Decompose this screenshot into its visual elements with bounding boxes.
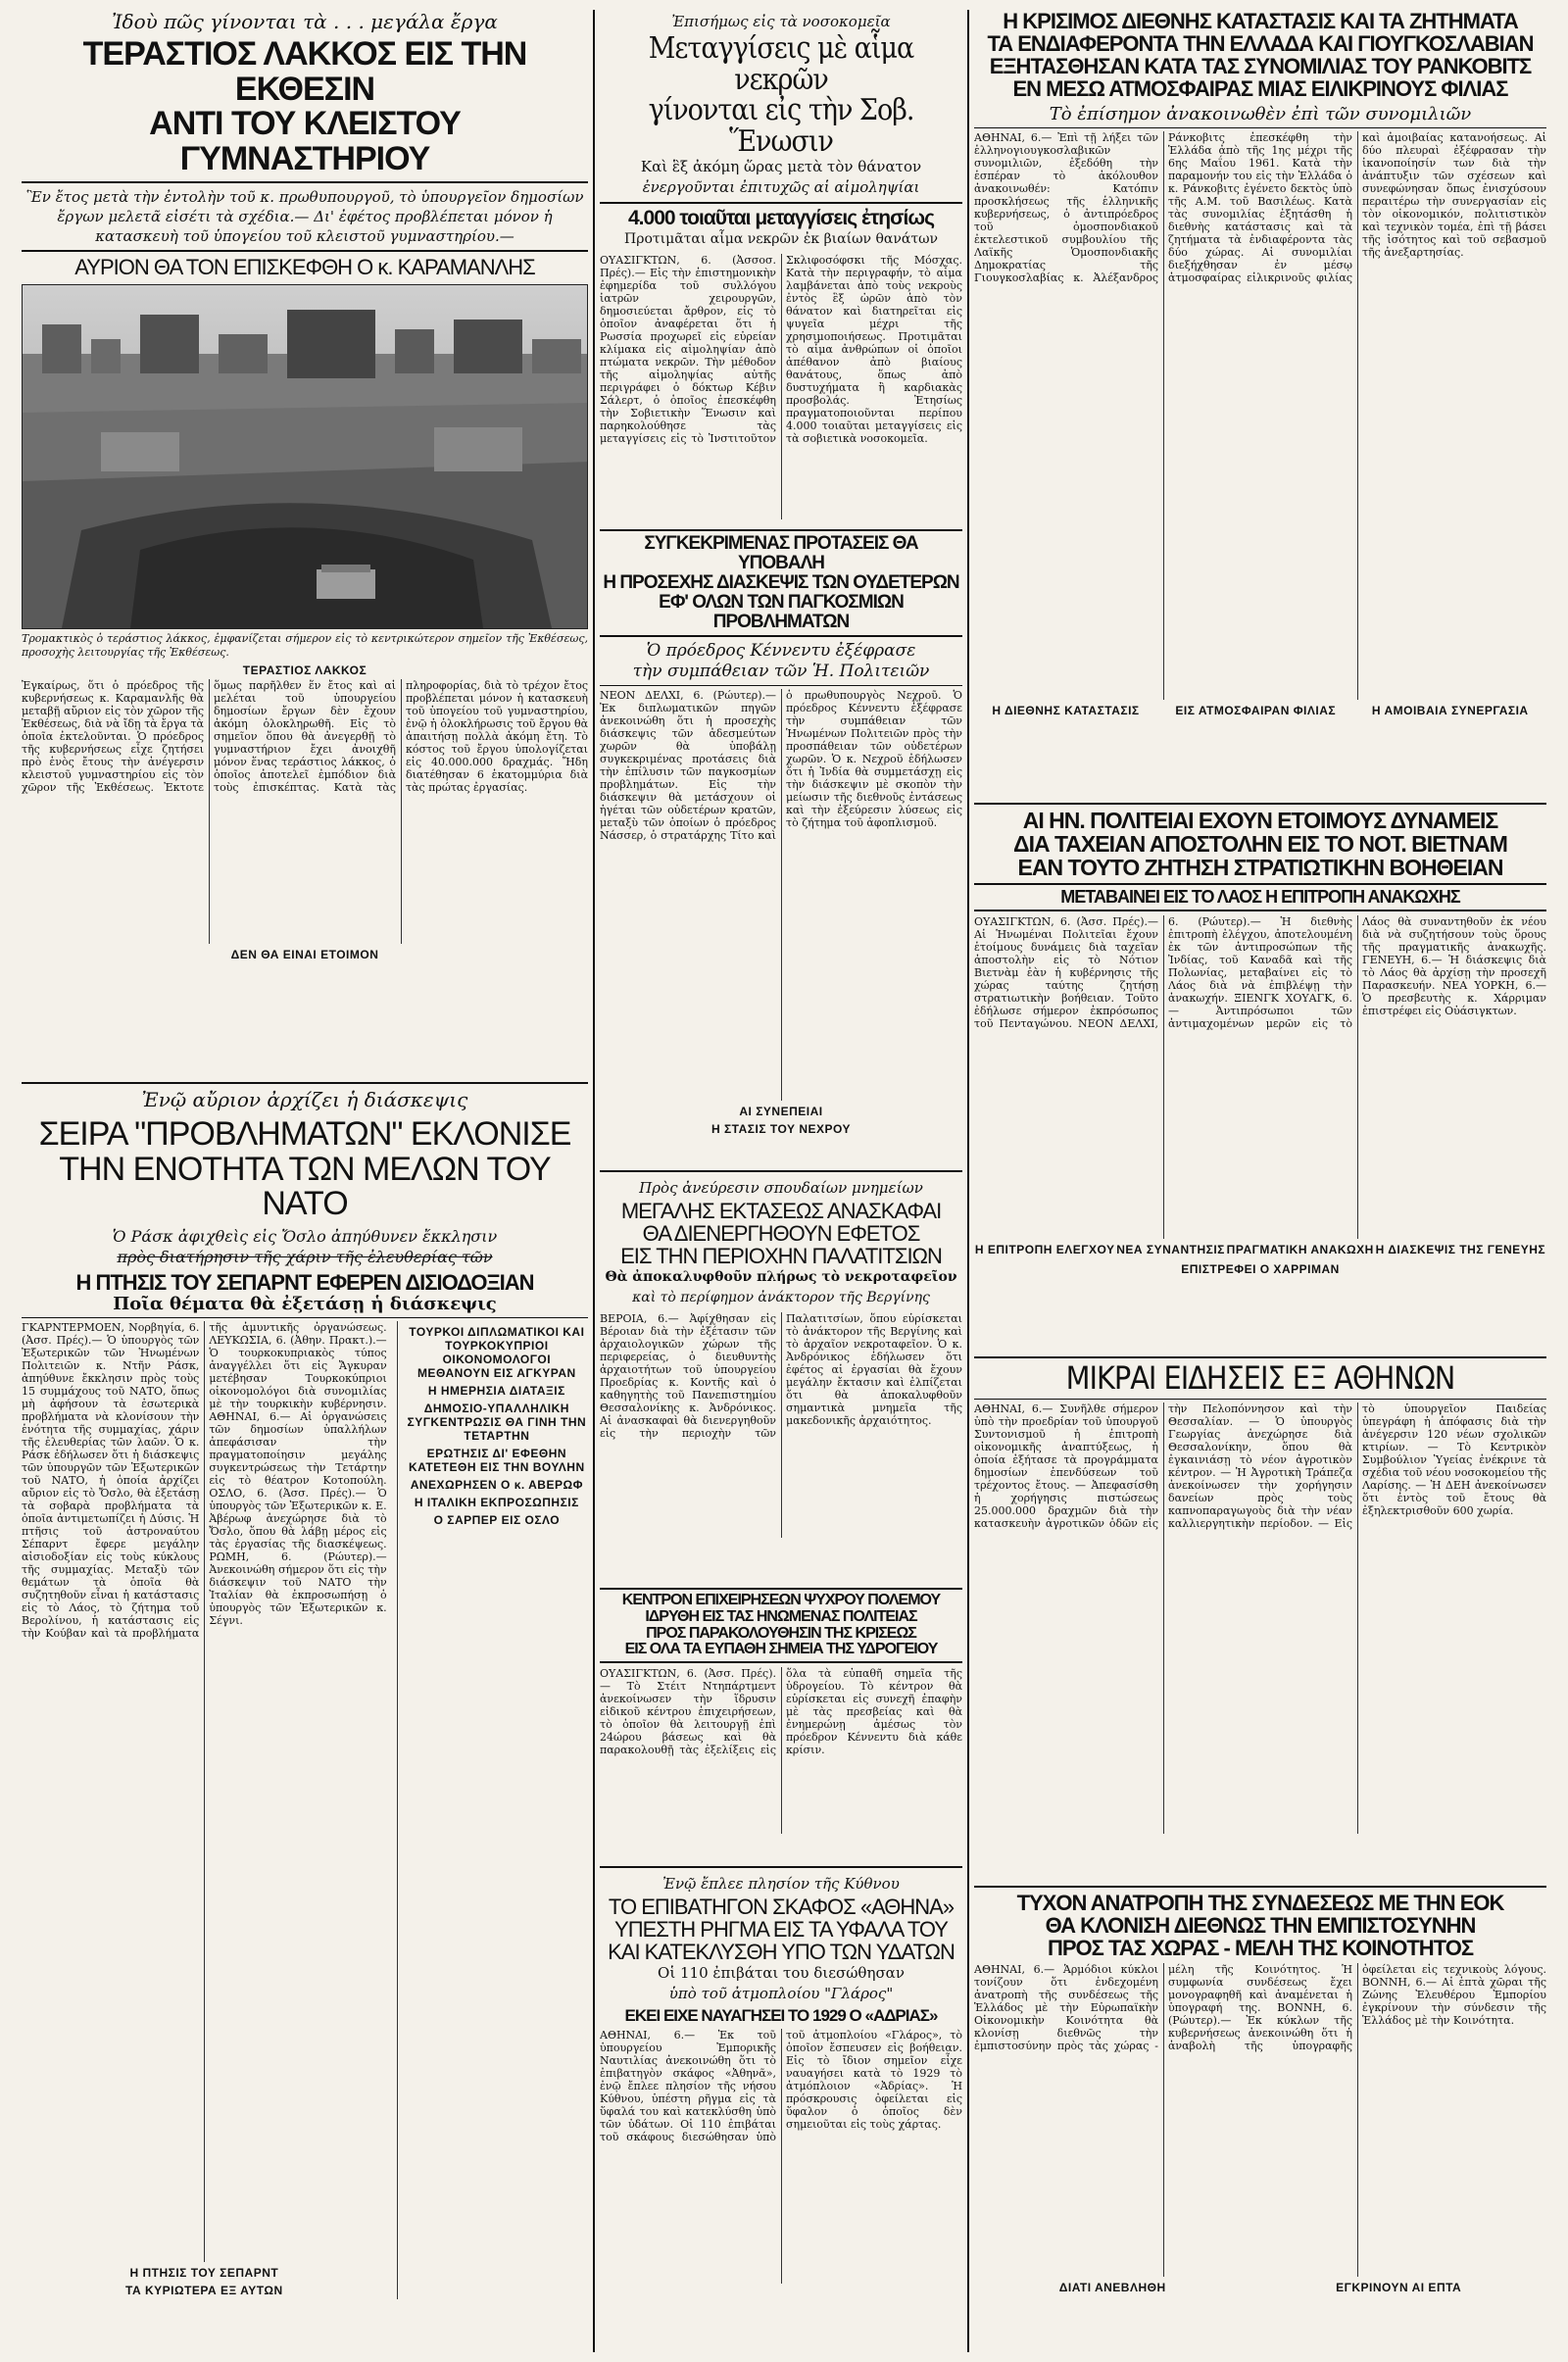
athens-news-article [974, 1353, 1546, 1872]
article-headline: ΜΙΚΡΑΙ ΕΙΔΗΣΕΙΣ ΕΞ ΑΘΗΝΩΝ [1065, 1359, 1455, 1397]
photo-caption: Τρομακτικὸς ὁ τεράστιος λάκκος, ἐμφανίζεται σήμερον εἰς τὸ κεντρικώτερον σημεῖον τῆς Ἐκθέσεως, προσοχὴς λειτουργίας τῆς Ἐκθέσεως. [22, 631, 588, 659]
article-deck: ἐνεργοῦνται ἐπιτυχῶς αἱ αἱμοληψίαι [642, 178, 920, 196]
article-subhead: ΑΥΡΙΟΝ ΘΑ ΤΟΝ ΕΠΙΣΚΕΦΘΗ Ο κ. ΚΑΡΑΜΑΝΛΗΣ [74, 254, 535, 279]
article-headline: ΘΑ ΚΛΟΝΙΣΗ ΔΙΕΘΝΩΣ ΤΗΝ ΕΜΠΙΣΤΟΣΥΝΗΝ [1045, 1913, 1476, 1939]
article-kicker: Ἐνῷ αὔριον ἀρχίζει ἡ διάσκεψις [141, 1088, 468, 1111]
article-deck: Ὁ Ράσκ ἀφιχθεὶς εἰς Ὄσλο ἀπηύθυνεν ἔκκλησιν [112, 1227, 498, 1247]
article-deck: τὴν συμπάθειαν τῶν Ἡ. Πολιτειῶν [632, 661, 930, 681]
article-headline: ΕΝ ΜΕΣΩ ΑΤΜΟΣΦΑΙΡΑΣ ΜΙΑΣ ΕΙΛΙΚΡΙΝΟΥΣ ΦΙΛΙΑΣ [1012, 76, 1508, 102]
column-rule-1 [593, 10, 595, 2352]
article-body: ΟΥΑΣΙΓΚΤΩΝ, 6. (Ἀσσοσ. Πρές).— Εἰς τὴν ἐπιστημονικὴν ἐφημερίδα τοῦ συλλόγου ἰατρῶν χειρουργῶν, δημοσιεύεται ἄρθρον, εἰς τὸ ὁποῖον ἀναφέρεται ὅτι ἡ Ρωσσία προχωρεῖ εἰς εὐρείαν κλίμακα εἰς αἱμοληψίαν ἀπὸ πτώματα νεκρῶν. Τὴν μέθοδον τῆς αἱμοληψίας αὐτῆς περιγράφει ὁ δόκτωρ Κέβιν Σάλερτ, ὁ ὁποῖος ἐπεσκέφθη τὴν Σοβιετικὴν Ἕνωσιν καὶ παρηκολούθησε τὰς μεταγγίσεις εἰς τὸ Ἰνστιτοῦτον Σκλιφοσόφσκι τῆς Μόσχας. Κατὰ τὴν περιγραφήν, τὸ αἷμα λαμβάνεται ἀπὸ τοὺς νεκροὺς ἐντὸς ἓξ ὡρῶν ἀπὸ τὸν θάνατον καὶ διατηρεῖται εἰς ψυγεῖα μέχρι τῆς χρησιμοποιήσεως. Προτιμᾶται τὸ αἷμα ἀνθρώπων οἱ ὁποῖοι ἀπέθανον ἀπὸ βιαίους θανάτους, ὅπως ἀπὸ δυστυχήματα ἢ καρδιακὰς προσβολάς. Ἐτησίως πραγματοποιοῦνται περίπου 4.000 τοιαῦται μεταγγίσεις εἰς τὰ σοβιετικὰ νοσοκομεῖα. [600, 254, 962, 446]
article-subhead: Η ΠΤΗΣΙΣ ΤΟΥ ΣΕΠΑΡΝΤ ΕΦΕΡΕΝ ΔΙΣΙΟΔΟΞΙΑΝ [75, 1270, 534, 1296]
article-body: ΑΘΗΝΑΙ, 6.— Ἐπὶ τῇ λήξει τῶν ἑλληνογιουγκοσλαβικῶν συνομιλιῶν, ἐξεδόθη τὴν ἑσπέραν τὸ ἀκόλουθον ἀνακοινωθέν: Κατόπιν προσκλήσεως τῆς ἑλληνικῆς κυβερνήσεως, ὁ ἀντιπρόεδρος τοῦ ὁμοσπονδιακοῦ ἐκτελεστικοῦ συμβουλίου τῆς Λαϊκῆς Ὁμοσπονδιακῆς Δημοκρατίας τῆς Γιουγκοσλαβίας κ. Ἀλέξανδρος Ράνκοβιτς ἐπεσκέφθη τὴν Ἑλλάδα ἀπὸ τῆς 1ης μέχρι τῆς 6ης Μαΐου 1961. Κατὰ τὴν παραμονήν του εἰς τὴν Ἑλλάδα ὁ κ. Ράνκοβιτς ἐγένετο δεκτὸς ὑπὸ τῆς Α.Μ. τοῦ Βασιλέως. Κατὰ τὰς συνομιλίας ἐξητάσθη ἡ διεθνὴς κατάστασις καὶ τὰ ζητήματα τὰ ἐνδιαφέροντα τὰς δύο χώρας. Αἱ συνομιλίαι διεξήχθησαν ἐν μέσῳ ἀτμοσφαίρας εἰλικρινοῦς φιλίας καὶ ἀμοιβαίας κατανοήσεως. Αἱ δύο πλευραὶ ἐξέφρασαν τὴν ἱκανοποίησίν των διὰ τὴν ἀνάπτυξιν τῶν σχέσεων καὶ συνεφώνησαν ὅπως ἐνισχύσουν περαιτέρω τὴν συνεργασίαν εἰς τὸν οἰκονομικόν, πολιτιστικὸν καὶ τεχνικὸν τομέα, ἐπὶ τῇ βάσει τῆς ἰσότητος καὶ τοῦ σεβασμοῦ τῆς ἀνεξαρτησίας. [974, 131, 1546, 285]
article-deck: καὶ τὸ περίφημον ἀνάκτορον τῆς Βεργίνης [632, 1290, 930, 1306]
section-headings [974, 1239, 1546, 1278]
article-body: Ἐγκαίρως, ὅτι ὁ πρόεδρος τῆς κυβερνήσεως κ. Καραμανλῆς θὰ μεταβῇ αὔριον εἰς τὸν χῶρον τῆς Ἐκθέσεως, διὰ νὰ ἴδῃ τὰ ἔργα τὰ ὁποῖα ἐκτελοῦνται. Ὁ πρόεδρος τῆς κυβερνήσεως εἶχε ζητήσει πρὸ ἑνὸς ἔτους τὴν ἀνέγερσιν κλειστοῦ γυμναστηρίου εἰς τὸν χῶρον τῆς Ἐκθέσεως. Ἐκτοτε ὅμως παρῆλθεν ἕν ἔτος καὶ αἱ μελέται τοῦ ὑπουργείου δημοσίων ἔργων δὲν ἔχουν ἀκόμη ὁλοκληρωθῆ. Εἰς τὸ σημεῖον ὅπου θὰ ἀνεγερθῇ τὸ γυμναστήριον ἔχει ἀνοιχθῆ μόνον ἕνας τεράστιος λάκκος, ὁ ὁποῖος ἀποτελεῖ ἐμπόδιον διὰ τοὺς ἐπισκέπτας. Κατὰ τὰς πληροφορίας, διὰ τὸ τρέχον ἔτος προβλέπεται μόνον ἡ κατασκευὴ τοῦ ὑπογείου τοῦ γυμναστηρίου, ἐνῷ ἡ ὁλοκλήρωσις τοῦ ἔργου θὰ ἀπαιτήσῃ πολλὰ ἀκόμη ἔτη. Τὸ κόστος τοῦ ἔργου ὑπολογίζεται εἰς 40.000.000 δραχμάς. Ἤδη διατέθησαν 6 ἑκατομμύρια διὰ τὰς πρώτας ἐργασίας. [22, 678, 588, 794]
divider [974, 127, 1546, 128]
section-heading: Η ΠΤΗΣΙΣ ΤΟΥ ΣΕΠΑΡΝΤ [129, 2266, 279, 2281]
article-headline: ΣΕΙΡΑ "ΠΡΟΒΛΗΜΑΤΩΝ" ΕΚΛΟΝΙΣΕ [38, 1115, 571, 1153]
article-subhead: ΜΕΤΑΒΑΙΝΕΙ ΕΙΣ ΤΟ ΛΑΟΣ Η ΕΠΙΤΡΟΠΗ ΑΝΑΚΩΧΗΣ [1060, 887, 1460, 908]
ship-accident-article [600, 1862, 962, 2352]
exhibition-photo [22, 284, 588, 629]
left-column [22, 0, 588, 2362]
article-deck: πρὸς διατήρησιν τῆς χάριν τῆς ἐλευθερίας τῶν [117, 1248, 493, 1267]
exhibition-photo-image [23, 285, 588, 628]
article-kicker: Ἐπισήμως εἰς τὰ νοσοκομεῖα [671, 13, 891, 30]
article-headline: ΤΗΝ ΕΝΟΤΗΤΑ ΤΩΝ ΜΕΛΩΝ ΤΟΥ ΝΑΤΟ [59, 1150, 551, 1223]
article-kicker: Ἐνῷ ἔπλεε πλησίον τῆς Κύθνου [662, 1875, 900, 1893]
section-heading: Η ΙΤΑΛΙΚΗ ΕΚΠΡΟΣΩΠΗΣΙΣ [414, 1496, 579, 1510]
blood-transfusion-article [600, 10, 962, 519]
headline-box [600, 1588, 962, 1663]
article-headline: ΠΡΟΣ ΠΑΡΑΚΟΛΟΥΘΗΣΙΝ ΤΗΣ ΚΡΙΣΕΩΣ [646, 1624, 916, 1642]
rankovic-talks-article [974, 10, 1546, 794]
article-headline: ΑΝΤΙ ΤΟΥ ΚΛΕΙΣΤΟΥ ΓΥΜΝΑΣΤΗΡΙΟΥ [149, 105, 461, 178]
section-headings [974, 700, 1546, 719]
article-deck: Οἱ 110 ἐπιβάται του διεσώθησαν [658, 1964, 905, 1983]
article-deck: Ὁ πρόεδρος Κέννεντυ ἐξέφρασε [646, 640, 916, 661]
article-headline: ΚΑΙ ΚΑΤΕΚΛΥΣΘΗ ΥΠΟ ΤΩΝ ΥΔΑΤΩΝ [608, 1940, 955, 1965]
article-body: ΑΘΗΝΑΙ, 6.— Ἁρμόδιοι κύκλοι τονίζουν ὅτι ἐνδεχομένη ἀνατροπὴ τῆς συνδέσεως τῆς Ἑλλάδος μὲ τὴν Εὐρωπαϊκὴν Οἰκονομικὴν Κοινότητα θὰ κλονίσῃ διεθνῶς τὴν ἐμπιστοσύνην πρὸς τὰς χώρας - μέλη τῆς Κοινότητος. Ἡ συμφωνία συνδέσεως ἔχει μονογραφηθῆ καὶ ἀναμένεται ἡ ὑπογραφή της. ΒΟΝΝΗ, 6. (Ρώυτερ).— Ἐκ κύκλων τῆς κυβερνήσεως ἀνεκοινώθη ὅτι ἡ ἀναβολὴ τῆς ὑπογραφῆς ὀφείλεται εἰς τεχνικοὺς λόγους. ΒΟΝΝΗ, 6.— Αἱ ἑπτὰ χῶραι τῆς Ζώνης Ἐλευθέρου Ἐμπορίου ἐγκρίνουν τὴν σύνδεσιν τῆς Ἑλλάδος μὲ τὴν Κοινότητα. [974, 1963, 1546, 2053]
article-headline: ΚΕΝΤΡΟΝ ΕΠΙΧΕΙΡΗΣΕΩΝ ΨΥΧΡΟΥ ΠΟΛΕΜΟΥ [621, 1592, 941, 1608]
article-subhead: 4.000 τοιαῦται μεταγγίσεις ἐτησίως [628, 207, 934, 229]
divider [974, 803, 1546, 805]
article-headline: ΤΑ ΕΝΔΙΑΦΕΡΟΝΤΑ ΤΗΝ ΕΛΛΑΔΑ ΚΑΙ ΓΙΟΥΓΚΟΣΛΑΒΙΑΝ [987, 31, 1534, 57]
section-heading: ΤΟΥΡΚΟΙ ΔΙΠΛΩΜΑΤΙΚΟΙ ΚΑΙ ΤΟΥΡΚΟΚΥΠΡΙΟΙ ΟΙΚΟΝΟΜΟΛΟΓΟΙ ΜΕΘΑΝΟΥΝ ΕΙΣ ΑΓΚΥΡΑΝ [409, 1325, 585, 1381]
article-headline: ΕΙΣ ΤΗΝ ΠΕΡΙΟΧΗΝ ΠΑΛΑΤΙΤΣΙΩΝ [620, 1244, 942, 1269]
divider [22, 1082, 588, 1084]
right-column [974, 0, 1546, 2362]
article-kicker: Πρὸς ἀνεύρεσιν σπουδαίων μνημείων [639, 1179, 923, 1197]
article-headline: ΘΑ ΔΙΕΝΕΡΓΗΘΟΥΝ ΕΦΕΤΟΣ [642, 1221, 920, 1247]
section-heading: Η ΔΙΑΣΚΕΨΙΣ ΤΗΣ ΓΕΝΕΥΗΣ [1375, 1243, 1546, 1257]
article-headline: Η ΠΡΟΣΕΧΗΣ ΔΙΑΣΚΕΨΙΣ ΤΩΝ ΟΥΔΕΤΕΡΩΝ [603, 571, 959, 593]
article-kicker: Ἰδοὺ πῶς γίνονται τὰ . . . μεγάλα ἔργα [112, 10, 498, 33]
section-heading: ΕΠΙΣΤΡΕΦΕΙ Ο ΧΑΡΡΙΜΑΝ [1181, 1262, 1340, 1277]
article-body: ΟΥΑΣΙΓΚΤΩΝ, 6. (Ἀσσ. Πρές).— Τὸ Στέιτ Ντηπάρτμεντ ἀνεκοίνωσεν τὴν ἵδρυσιν εἰδικοῦ κέντρου ἐπιχειρήσεων, τὸ ὁποῖον θὰ λειτουργῇ ἐπὶ 24ώρου βάσεως καὶ θὰ παρακολουθῇ τὰς ἐξελίξεις εἰς ὅλα τὰ εὐπαθῆ σημεῖα τῆς ὑδρογείου. Τὸ κέντρον θὰ εὑρίσκεται εἰς συνεχῆ ἐπαφὴν μὲ τὰς πρεσβείας καὶ θὰ ἐνημερώνῃ ἀμέσως τὸν πρόεδρον Κέννεντυ διὰ κάθε κρίσιν. [600, 1667, 962, 1757]
article-body: ΒΕΡΟΙΑ, 6.— Ἀφίχθησαν εἰς Βέροιαν διὰ τὴν ἐξέτασιν τῶν ἀρχαιολογικῶν χώρων τῆς περιφερείας, ὁ διευθυντὴς ἀρχαιοτήτων τοῦ ὑπουργείου Προεδρίας κ. Κοντῆς καὶ ὁ καθηγητὴς τοῦ Πανεπιστημίου Θεσσαλονίκης κ. Ἀνδρόνικος. Αἱ ἀνασκαφαὶ θὰ διενεργηθοῦν εἰς τὴν περιοχὴν τῶν Παλατιτσίων, ὅπου εὑρίσκεται τὸ ἀνάκτορον τῆς Βεργίνης καὶ τὸ ἀρχαῖον νεκροταφεῖον. Ὁ κ. Ἀνδρόνικος ἐδήλωσεν ὅτι ἐφέτος αἱ ἐργασίαι θὰ ἔχουν μεγάλην ἔκτασιν καὶ ἐλπίζεται ὅτι θὰ ἀποκαλυφθοῦν σημαντικὰ μνημεῖα τῆς μακεδονικῆς ἀρχαιότητος. [600, 1312, 962, 1441]
article-headline: ΠΡΟΣ ΤΑΣ ΧΩΡΑΣ - ΜΕΛΗ ΤΗΣ ΚΟΙΝΟΤΗΤΟΣ [1047, 1936, 1474, 1961]
article-body: ΓΚΑΡΝΤΕΡΜΟΕΝ, Νορβηγία, 6. (Ἀσσ. Πρές).— Ὁ ὑπουργὸς τῶν Ἐξωτερικῶν τῶν Ἡνωμένων Πολιτειῶν κ. Ντῆν Ράσκ, ἀπηύθυνε ἔκκλησιν πρὸς τοὺς 15 συμμάχους τοῦ ΝΑΤΟ, ὅπως μὴ ἀφήσουν τὰ ἐσωτερικὰ προβλήματα νὰ κλονίσουν τὴν ἑνότητα τῆς συμμαχίας, χάριν τῆς ἐλευθερίας τῶν λαῶν. Ὁ κ. Ράσκ ἐδήλωσεν ὅτι ἡ διάσκεψις τῶν ὑπουργῶν τῶν Ἐξωτερικῶν τοῦ ΝΑΤΟ, ἡ ὁποία ἀρχίζει αὔριον εἰς τὸ Ὄσλο, θὰ ἐξετάσῃ τὰ σοβαρὰ προβλήματα τὰ ὁποῖα ἀντιμετωπίζει ἡ Δύσις. Ἡ πτῆσις τοῦ ἀστροναύτου Σέπαρντ ἔφερε μεγάλην αἰσιοδοξίαν εἰς τοὺς κύκλους τῆς συμμαχίας. Μεταξὺ τῶν θεμάτων τὰ ὁποῖα θὰ συζητηθοῦν εἶναι ἡ κατάστασις εἰς τὸ Λάος, τὸ ζήτημα τοῦ Βερολίνου, ἡ κατάστασις εἰς τὴν Κούβαν καὶ τὰ προβλήματα τῆς ἀμυντικῆς ὀργανώσεως. ΛΕΥΚΩΣΙΑ, 6. (Ἀθην. Πρακτ.).— Ὁ τουρκοκυπριακὸς τύπος ἀναγγέλλει ὅτι εἰς Ἄγκυραν μετέβησαν Τουρκοκύπριοι οἰκονομολόγοι διὰ συνομιλίας μὲ τὴν τουρκικὴν κυβέρνησιν. ΑΘΗΝΑΙ, 6.— Αἱ ὀργανώσεις τῶν δημοσίων ὑπαλλήλων ἀπεφάσισαν τὴν πραγματοποίησιν μεγάλης συγκεντρώσεως τὴν Τετάρτην εἰς τὸ θέατρον Κοτοπούλη. ΟΣΛΟ, 6. (Ἀσσ. Πρές).— Ὁ ὑπουργὸς τῶν Ἐξωτερικῶν κ. Ε. Ἀβέρωφ ἀνεχώρησε διὰ τὸ Ὄσλο, ὅπου θὰ λάβῃ μέρος εἰς τὰς ἐργασίας τῆς διασκέψεως. ΡΩΜΗ, 6. (Ρώυτερ).— Ἀνεκοινώθη σήμερον ὅτι εἰς τὴν διάσκεψιν τοῦ ΝΑΤΟ τὴν Ἰταλίαν θὰ ἐκπροσωπήσῃ ὁ ὑπουργὸς τῶν Ἐξωτερικῶν κ. Σέγνι. [22, 1321, 387, 1641]
vietnam-laos-article [974, 799, 1546, 1348]
section-heading: ΔΙΑΤΙ ΑΝΕΒΛΗΘΗ [1058, 2281, 1166, 2295]
article-deck: ὑπὸ τοῦ ἀτμοπλοίου "Γλάρος" [668, 1985, 894, 2003]
article-headline: Μεταγγίσεις μὲ αἷμα νεκρῶν [648, 31, 914, 97]
article-body: ΑΘΗΝΑΙ, 6.— Συνῆλθε σήμερον ὑπὸ τὴν προεδρίαν τοῦ ὑπουργοῦ Συντονισμοῦ ἡ ἐπιτροπὴ οἰκονομικῆς ἀναπτύξεως, ἡ ὁποία ἐξήτασε τὰ προγράμματα δημοσίων ἐπενδύσεων τοῦ τρέχοντος ἔτους. — Ἀπεφασίσθη ἡ χορήγησις πιστώσεως 25.000.000 δραχμῶν διὰ τὴν κατασκευὴν ἀγροτικῶν ὁδῶν εἰς τὴν Πελοπόννησον καὶ τὴν Θεσσαλίαν. — Ὁ ὑπουργὸς Γεωργίας ἀνεχώρησε διὰ Θεσσαλονίκην, ὅπου θὰ ἐγκαινιάσῃ τὸ νέον ἀγροτικὸν κέντρον. — Ἡ Ἀγροτικὴ Τράπεζα ἀνεκοίνωσεν τὴν χορήγησιν δανείων πρὸς τοὺς καπνοπαραγωγοὺς διὰ τὴν νέαν καλλιεργητικὴν περίοδον. — Εἰς τὸ ὑπουργεῖον Παιδείας ὑπεγράφη ἡ ἀπόφασις διὰ τὴν ἀνέγερσιν 120 νέων σχολικῶν κτιρίων. — Τὸ Κεντρικὸν Συμβούλιον Ὑγείας ἐνέκρινε τὰ σχέδια τοῦ νέου νοσοκομείου τῆς Λαρίσης. — Ἡ ΔΕΗ ἀνεκοίνωσεν ὅτι ἐντὸς τοῦ ἔτους θὰ ἐξηλεκτρισθοῦν 600 χωρία. [974, 1402, 1546, 1530]
eec-article [974, 1882, 1546, 2352]
divider [974, 1886, 1546, 1888]
section-heading: ΔΗΜΟΣΙΟ-ΥΠΑΛΛΗΛΙΚΗ ΣΥΓΚΕΝΤΡΩΣΙΣ ΘΑ ΓΙΝΗ ΤΗΝ ΤΕΤΑΡΤΗΝ [407, 1402, 587, 1444]
article-subhead: Ποῖα θέματα θὰ ἐξετάσῃ ἡ διάσκεψις [113, 1294, 497, 1315]
cold-war-center-article [600, 1588, 962, 1852]
section-heading: Η ΔΙΕΘΝΗΣ ΚΑΤΑΣΤΑΣΙΣ [992, 704, 1140, 718]
divider [600, 1170, 962, 1172]
section-heading: ΠΡΑΓΜΑΤΙΚΗ ΑΝΑΚΩΧΗ [1226, 1243, 1374, 1257]
neutrals-article [600, 529, 962, 1156]
divider [600, 685, 962, 686]
divider [600, 202, 962, 204]
section-heading: Η ΗΜΕΡΗΣΙΑ ΔΙΑΤΑΞΙΣ [427, 1384, 565, 1399]
article-deck: Τὸ ἐπίσημον ἀνακοινωθὲν ἐπὶ τῶν συνομιλιῶν [1049, 104, 1472, 125]
article-headline: ΜΕΓΑΛΗΣ ΕΚΤΑΣΕΩΣ ΑΝΑΣΚΑΦΑΙ [620, 1199, 942, 1223]
section-heading: ΕΓΚΡΙΝΟΥΝ ΑΙ ΕΠΤΑ [1336, 2281, 1462, 2295]
article-deck: Θὰ ἀποκαλυφθοῦν πλήρως τὸ νεκροταφεῖον [605, 1269, 957, 1286]
headline-box [600, 529, 962, 637]
article-subhead: ΕΚΕΙ ΕΙΧΕ ΝΑΥΑΓΗΣΕΙ ΤΟ 1929 Ο «ΑΔΡΙΑΣ» [624, 2006, 938, 2026]
section-heading: Η ΣΤΑΣΙΣ ΤΟΥ ΝΕΧΡΟΥ [710, 1121, 851, 1136]
article-headline: ΕΞΗΤΑΣΘΗΣΑΝ ΚΑΤΑ ΤΑΣ ΣΥΝΟΜΙΛΙΑΣ ΤΟΥ ΡΑΝΚΟΒΙΤΣ [989, 54, 1532, 79]
section-heading: ΑΙ ΣΥΝΕΠΕΙΑΙ [739, 1104, 823, 1118]
section-heading: Ο ΣΑΡΠΕΡ ΕΙΣ ΟΣΛΟ [433, 1513, 561, 1528]
article-headline: ΕΦ' ΟΛΩΝ ΤΩΝ ΠΑΓΚΟΣΜΙΩΝ ΠΡΟΒΛΗΜΑΤΩΝ [659, 591, 904, 632]
article-body: ΑΘΗΝΑΙ, 6.— Ἐκ τοῦ ὑπουργείου Ἐμπορικῆς Ναυτιλίας ἀνεκοινώθη ὅτι τὸ ἐπιβατηγὸν σκάφος «Ἀθηνᾶ», ἐνῷ ἔπλεε πλησίον τῆς νήσου Κύθνου, ὑπέστη ρῆγμα εἰς τὰ ὕφαλά του καὶ κατεκλύσθη ὑπὸ τῶν ὑδάτων. Οἱ 110 ἐπιβάται τοῦ σκάφους διεσώθησαν ὑπὸ τοῦ ἀτμοπλοίου «Γλάρος», τὸ ὁποῖον ἔσπευσεν εἰς βοήθειαν. Εἰς τὸ ἴδιον σημεῖον εἶχε ναυαγήσει κατὰ τὸ 1929 τὸ ἀτμόπλοιον «Ἀδρίας». Ἡ πρόσκρουσις ὀφείλεται εἰς ὕφαλον ὁ ὁποῖος δὲν σημειοῦται εἰς τοὺς χάρτας. [600, 2029, 962, 2144]
article-headline: γίνονται εἰς τὴν Σοβ. Ἕνωσιν [648, 93, 914, 159]
section-heading: ΤΕΡΑΣΤΙΟΣ ΛΑΚΚΟΣ [242, 663, 368, 677]
article-headline: ΣΥΓΚΕΚΡΙΜΕΝΑΣ ΠΡΟΤΑΣΕΙΣ ΘΑ ΥΠΟΒΑΛΗ [644, 533, 918, 573]
article-headline: ΑΙ ΗΝ. ΠΟΛΙΤΕΙΑΙ ΕΧΟΥΝ ΕΤΟΙΜΟΥΣ ΔΥΝΑΜΕΙΣ [1022, 808, 1498, 833]
article-body: ΝΕΟΝ ΔΕΛΧΙ, 6. (Ρώυτερ).— Ἐκ διπλωματικῶν πηγῶν ἀνεκοινώθη ὅτι ἡ προσεχὴς διάσκεψις τῶν ἀδεσμεύτων χωρῶν θὰ ὑποβάλῃ συγκεκριμένας προτάσεις διὰ τὴν ἐπίλυσιν τῶν παγκοσμίων προβλημάτων. Εἰς τὴν διάσκεψιν θὰ μετάσχουν οἱ ἡγέται τῶν οὐδετέρων κρατῶν, μεταξὺ τῶν ὁποίων ὁ πρόεδρος Νάσσερ, ὁ στρατάρχης Τίτο καὶ ὁ πρωθυπουργὸς Νεχροῦ. Ὁ πρόεδρος Κέννεντυ ἐξέφρασε τὴν συμπάθειαν τῶν Ἡνωμένων Πολιτειῶν πρὸς τὴν προσπάθειαν τῶν οὐδετέρων χωρῶν. Ὁ κ. Νεχροῦ ἐδήλωσεν ὅτι ἡ Ἰνδία θὰ συμμετάσχῃ εἰς τὴν διάσκεψιν μὲ σκοπὸν τὴν μείωσιν τῆς διεθνοῦς ἐντάσεως καὶ τὴν ἐξεύρεσιν λύσεως εἰς τὸ ζήτημα τοῦ ἀφοπλισμοῦ. [600, 688, 962, 842]
article-headline: ΥΠΕΣΤΗ ΡΗΓΜΑ ΕΙΣ ΤΑ ΥΦΑΛΑ ΤΟΥ [614, 1917, 948, 1943]
excavations-article [600, 1166, 962, 1578]
divider [22, 250, 588, 252]
article-headline: ΤΕΡΑΣΤΙΟΣ ΛΑΚΚΟΣ ΕΙΣ ΤΗΝ ΕΚΘΕΣΙΝ [82, 35, 527, 108]
article-deck: Προτιμᾶται αἷμα νεκρῶν ἐκ βιαίων θανάτων [624, 231, 938, 248]
exhibition-pit-article [22, 10, 588, 1068]
section-heading: Η ΑΜΟΙΒΑΙΑ ΣΥΝΕΡΓΑΣΙΑ [1371, 704, 1529, 718]
article-headline: ΕΙΣ ΟΛΑ ΤΑ ΕΥΠΑΘΗ ΣΗΜΕΙΑ ΤΗΣ ΥΔΡΟΓΕΙΟΥ [624, 1641, 938, 1658]
nato-article [22, 1078, 588, 2352]
middle-column [600, 0, 962, 2362]
article-deck: Ἓν ἔτος μετὰ τὴν ἐντολὴν τοῦ κ. πρωθυπουργοῦ, τὸ ὑπουργεῖον δημοσίων ἔργων μελετᾶ εἰσέτι τὰ σχέδια.— Δι' ἐφέτος προβλέπεται μόνον ἡ κατασκευὴ τοῦ ὑπογείου τοῦ κλειστοῦ γυμναστηρίου.— [25, 187, 584, 245]
column-rule-2 [967, 10, 969, 2352]
article-deck: Καὶ ἓξ ἀκόμη ὥρας μετὰ τὸν θάνατον [640, 158, 922, 175]
article-headline: ΤΥΧΟΝ ΑΝΑΤΡΟΠΗ ΤΗΣ ΣΥΝΔΕΣΕΩΣ ΜΕ ΤΗΝ ΕΟΚ [1016, 1891, 1504, 1915]
section-heading: ΕΙΣ ΑΤΜΟΣΦΑΙΡΑΝ ΦΙΛΙΑΣ [1175, 704, 1337, 718]
article-headline: ΙΔΡΥΘΗ ΕΙΣ ΤΑΣ ΗΝΩΜΕΝΑΣ ΠΟΛΙΤΕΙΑΣ [645, 1607, 917, 1625]
divider [22, 1317, 588, 1318]
article-headline: ΤΟ ΕΠΙΒΑΤΗΓΟΝ ΣΚΑΦΟΣ «ΑΘΗΝΑ» [608, 1895, 955, 1919]
article-headline: Η ΚΡΙΣΙΜΟΣ ΔΙΕΘΝΗΣ ΚΑΤΑΣΤΑΣΙΣ ΚΑΙ ΤΑ ΖΗΤΗΜΑΤΑ [1003, 10, 1518, 33]
nato-columns [22, 1321, 588, 2299]
divider [974, 1356, 1546, 1358]
divider [974, 1399, 1546, 1400]
divider [600, 1866, 962, 1868]
divider [22, 181, 588, 183]
section-headings [974, 2277, 1546, 2296]
nato-side-column [397, 1321, 588, 2299]
section-heading: ΔΕΝ ΘΑ ΕΙΝΑΙ ΕΤΟΙΜΟΝ [230, 947, 379, 961]
article-body: ΟΥΑΣΙΓΚΤΩΝ, 6. (Ἀσσ. Πρές).— Αἱ Ἡνωμέναι Πολιτεῖαι ἔχουν ἑτοίμους δυνάμεις διὰ ταχεῖαν ἀποστολὴν εἰς τὸ Νότιον Βιετνὰμ ἐὰν ἡ κυβέρνησις τῆς χώρας ταύτης ζητήσῃ στρατιωτικὴν βοήθειαν. Τοῦτο ἐδήλωσε σήμερον ἐκπρόσωπος τοῦ Πενταγώνου. ΝΕΟΝ ΔΕΛΧΙ, 6. (Ρώυτερ).— Ἡ διεθνὴς ἐπιτροπὴ ἐλέγχου, ἀποτελουμένη ἐκ τῶν ἀντιπροσώπων τῆς Ἰνδίας, τοῦ Καναδᾶ καὶ τῆς Πολωνίας, μεταβαίνει εἰς τὸ Λάος διὰ νὰ ἐπιβλέψῃ τὴν ἀνακωχήν. ΞΙΕΝΓΚ ΧΟΥΑΓΚ, 6.— Ἀντιπρόσωποι τῶν ἀντιμαχομένων μερῶν εἰς τὸ Λάος θὰ συναντηθοῦν ἐκ νέου διὰ νὰ συζητήσουν τοὺς ὅρους τῆς πραγματικῆς ἀνακωχῆς. ΓΕΝΕΥΗ, 6.— Ἡ διάσκεψις διὰ τὸ Λάος θὰ ἀρχίσῃ τὴν προσεχῆ Παρασκευήν. ΝΕΑ ΥΟΡΚΗ, 6.— Ὁ πρεσβευτὴς κ. Χάρριμαν ἐπιστρέφει εἰς Οὐάσιγκτων. [974, 915, 1546, 1031]
article-headline: ΔΙΑ ΤΑΧΕΙΑΝ ΑΠΟΣΤΟΛΗΝ ΕΙΣ ΤΟ ΝΟΤ. ΒΙΕΤΝΑΜ [1013, 831, 1507, 858]
article-headline: ΕΑΝ ΤΟΥΤΟ ΖΗΤΗΣΗ ΣΤΡΑΤΙΩΤΙΚΗΝ ΒΟΗΘΕΙΑΝ [1017, 855, 1503, 881]
nato-main-columns [22, 1321, 387, 2299]
section-heading: ΑΝΕΧΩΡΗΣΕΝ Ο κ. ΑΒΕΡΩΦ [410, 1478, 583, 1493]
section-heading: ΤΑ ΚΥΡΙΩΤΕΡΑ ΕΞ ΑΥΤΩΝ [125, 2284, 283, 2298]
section-heading: Η ΕΠΙΤΡΟΠΗ ΕΛΕΓΧΟΥ [974, 1243, 1115, 1257]
section-heading: ΕΡΩΤΗΣΙΣ ΔΙ' ΕΦΕΘΗΝ ΚΑΤΕΤΕΘΗ ΕΙΣ ΤΗΝ ΒΟΥΛΗΝ [409, 1447, 585, 1475]
section-heading: ΝΕΑ ΣΥΝΑΝΤΗΣΙΣ [1116, 1243, 1225, 1257]
subhead-box [974, 883, 1546, 911]
